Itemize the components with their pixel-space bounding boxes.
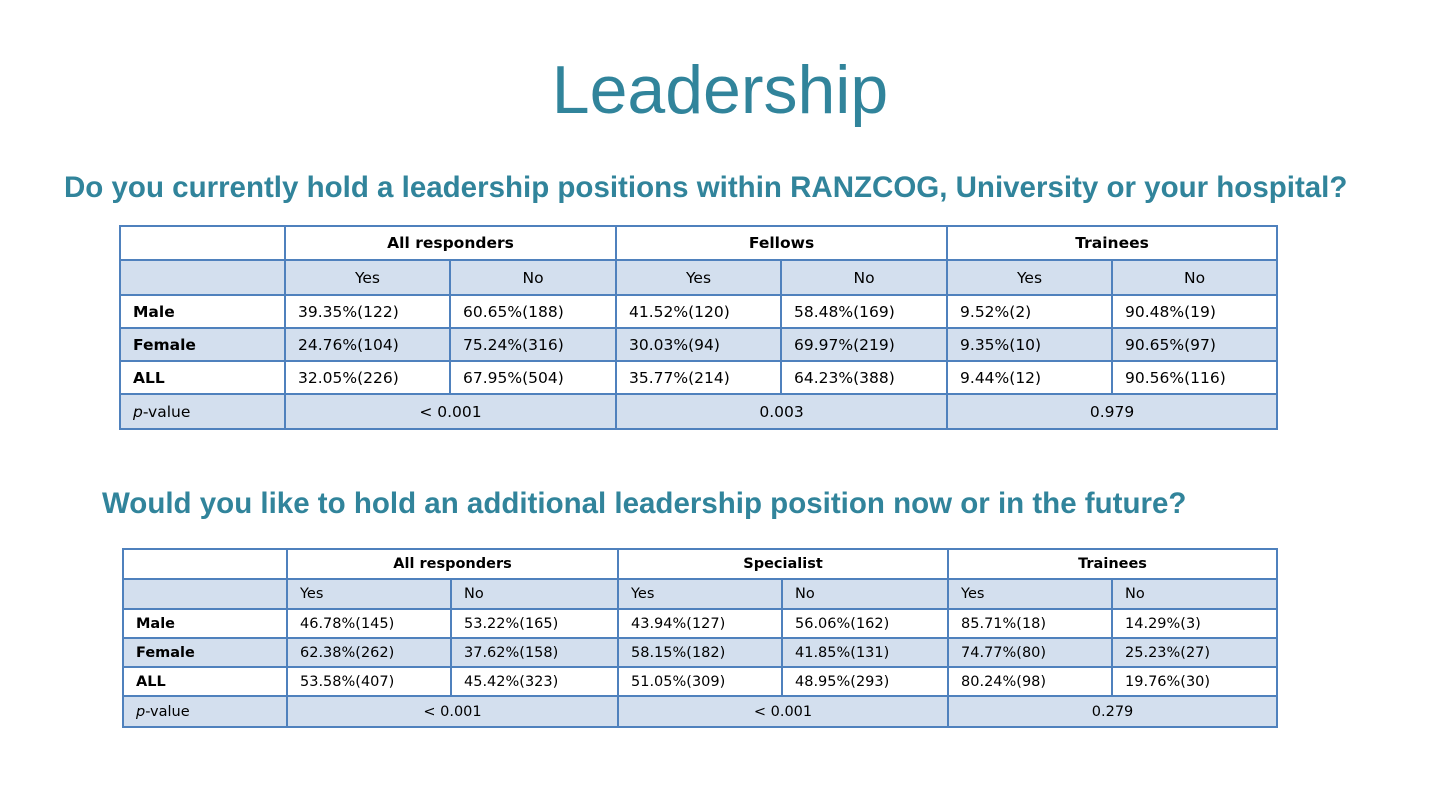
question-current-leadership: Do you currently hold a leadership positions within RANZCOG, University or your hospital? — [64, 171, 1348, 204]
row-label: ALL — [120, 361, 285, 394]
table-cell: 39.35%(122) — [285, 295, 450, 328]
table-cell: 62.38%(262) — [287, 638, 451, 667]
table-cell: 80.24%(98) — [948, 667, 1112, 696]
no-header: No — [781, 260, 947, 295]
pvalue-cell: < 0.001 — [287, 696, 618, 727]
table-row — [123, 609, 1277, 638]
group-header: Trainees — [947, 226, 1277, 260]
table-cell: 35.77%(214) — [616, 361, 781, 394]
group-header: Fellows — [616, 226, 947, 260]
group-header: All responders — [287, 549, 618, 579]
table-cell: 53.58%(407) — [287, 667, 451, 696]
row-label: Female — [120, 328, 285, 361]
table-cell: 9.35%(10) — [947, 328, 1112, 361]
pvalue-suffix: -value — [145, 703, 190, 720]
yes-header: Yes — [947, 260, 1112, 295]
group-header: Specialist — [618, 549, 948, 579]
table-cell: 43.94%(127) — [618, 609, 782, 638]
table-row — [120, 295, 1277, 328]
group-header: Trainees — [948, 549, 1277, 579]
header-blank-cell — [120, 226, 285, 260]
no-header: No — [1112, 579, 1277, 609]
table-cell: 14.29%(3) — [1112, 609, 1277, 638]
no-header: No — [451, 579, 618, 609]
row-label: ALL — [123, 667, 287, 696]
table-cell: 41.85%(131) — [782, 638, 948, 667]
table-cell: 41.52%(120) — [616, 295, 781, 328]
table-cell: 60.65%(188) — [450, 295, 616, 328]
pvalue-row — [120, 394, 1277, 429]
table-cell: 90.48%(19) — [1112, 295, 1277, 328]
table-row — [123, 667, 1277, 696]
table-cell: 69.97%(219) — [781, 328, 947, 361]
table-cell: 90.65%(97) — [1112, 328, 1277, 361]
yes-header: Yes — [616, 260, 781, 295]
pvalue-p: p — [133, 402, 143, 421]
pvalue-cell: < 0.001 — [285, 394, 616, 429]
table-cell: 32.05%(226) — [285, 361, 450, 394]
pvalue-cell: < 0.001 — [618, 696, 948, 727]
pvalue-label — [120, 394, 285, 429]
pvalue-p: p — [136, 703, 146, 720]
slide-title: Leadership — [551, 52, 889, 128]
table-subheader-row — [123, 579, 1277, 609]
table-cell: 37.62%(158) — [451, 638, 618, 667]
pvalue-suffix: -value — [142, 402, 191, 421]
yes-header: Yes — [618, 579, 782, 609]
no-header: No — [782, 579, 948, 609]
no-header: No — [450, 260, 616, 295]
pvalue-row — [123, 696, 1277, 727]
yes-header: Yes — [285, 260, 450, 295]
yes-header: Yes — [948, 579, 1112, 609]
table-cell: 9.44%(12) — [947, 361, 1112, 394]
pvalue-label — [123, 696, 287, 727]
table-row — [120, 361, 1277, 394]
table-cell: 75.24%(316) — [450, 328, 616, 361]
no-header: No — [1112, 260, 1277, 295]
header-blank-cell — [123, 549, 287, 579]
table-cell: 74.77%(80) — [948, 638, 1112, 667]
table-cell: 19.76%(30) — [1112, 667, 1277, 696]
subheader-blank-cell — [123, 579, 287, 609]
pvalue-cell: 0.979 — [947, 394, 1277, 429]
table-cell: 90.56%(116) — [1112, 361, 1277, 394]
row-label: Male — [120, 295, 285, 328]
row-label: Female — [123, 638, 287, 667]
table-header-row — [120, 226, 1277, 260]
table-cell: 51.05%(309) — [618, 667, 782, 696]
question-future-leadership: Would you like to hold an additional leadership position now or in the future? — [102, 487, 1187, 520]
table-cell: 56.06%(162) — [782, 609, 948, 638]
table-cell: 46.78%(145) — [287, 609, 451, 638]
table-cell: 67.95%(504) — [450, 361, 616, 394]
table-cell: 48.95%(293) — [782, 667, 948, 696]
row-label: Male — [123, 609, 287, 638]
future-leadership-table — [122, 548, 1278, 728]
table-cell: 64.23%(388) — [781, 361, 947, 394]
table-row — [123, 638, 1277, 667]
yes-header: Yes — [287, 579, 451, 609]
table-header-row — [123, 549, 1277, 579]
table-row — [120, 328, 1277, 361]
table-cell: 45.42%(323) — [451, 667, 618, 696]
table-cell: 30.03%(94) — [616, 328, 781, 361]
table-cell: 24.76%(104) — [285, 328, 450, 361]
current-leadership-table — [119, 225, 1278, 430]
group-header: All responders — [285, 226, 616, 260]
table-cell: 58.15%(182) — [618, 638, 782, 667]
table-subheader-row — [120, 260, 1277, 295]
table-cell: 58.48%(169) — [781, 295, 947, 328]
table-cell: 9.52%(2) — [947, 295, 1112, 328]
table-cell: 85.71%(18) — [948, 609, 1112, 638]
table-cell: 25.23%(27) — [1112, 638, 1277, 667]
table-cell: 53.22%(165) — [451, 609, 618, 638]
pvalue-cell: 0.279 — [948, 696, 1277, 727]
subheader-blank-cell — [120, 260, 285, 295]
pvalue-cell: 0.003 — [616, 394, 947, 429]
